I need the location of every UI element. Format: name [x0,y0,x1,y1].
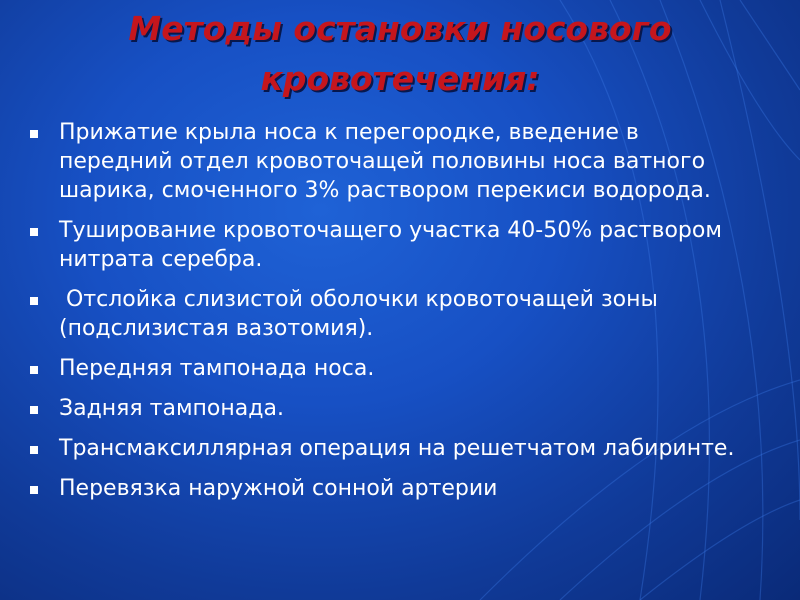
square-bullet-icon [30,297,38,305]
bullet-item [28,118,748,205]
bullet-text: Передняя тампонада носа. [59,356,375,381]
slide-title [0,4,800,104]
square-bullet-icon [30,486,38,494]
bullet-text: Отслойка слизистой оболочки кровоточащей зоны (подслизистая вазотомия). [59,287,665,341]
bullet-item [28,474,748,503]
square-bullet-icon [30,228,38,236]
bullet-list [28,118,748,514]
bullet-item [28,354,748,383]
square-bullet-icon [30,130,38,138]
bullet-item [28,394,748,423]
square-bullet-icon [30,446,38,454]
bullet-text: Перевязка наружной сонной артерии [59,476,498,501]
bullet-item [28,285,748,343]
bullet-item [28,216,748,274]
bullet-text: Задняя тампонада. [59,396,284,421]
bullet-item [28,434,748,463]
square-bullet-icon [30,366,38,374]
bullet-text: Туширование кровоточащего участка 40-50% раствором нитрата серебра. [59,218,729,272]
title-line-1: Методы остановки носового [128,9,672,48]
square-bullet-icon [30,406,38,414]
bullet-text: Прижатие крыла носа к перегородке, введение в передний отдел кровоточащей половины носа ватного шарика, смоченного 3% раствором перекиси водорода. [59,120,713,203]
title-line-2: кровотечения: [260,59,540,98]
bullet-text: Трансмаксиллярная операция на решетчатом лабиринте. [59,436,735,461]
